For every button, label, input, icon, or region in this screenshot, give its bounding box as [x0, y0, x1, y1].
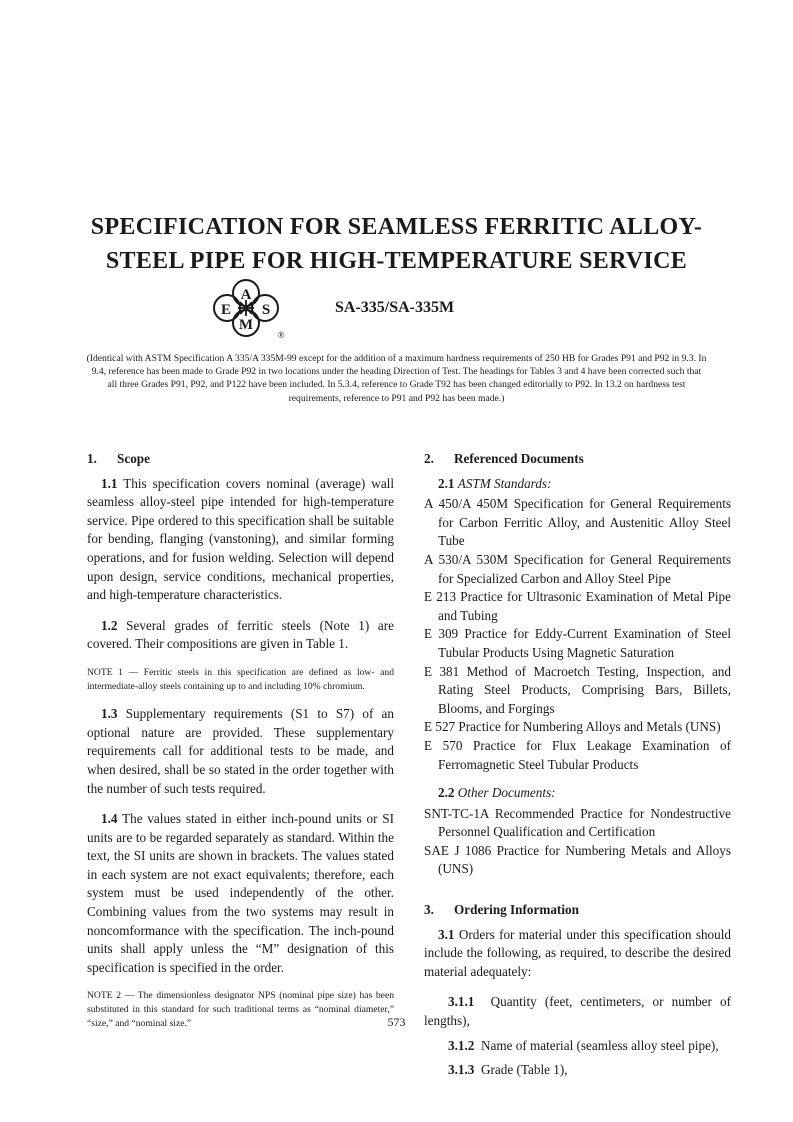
- reference-item: A 450/A 450M Specification for General Requirements for Carbon Ferritic Alloy, and Austenitic Alloy Steel Tube: [424, 496, 731, 549]
- registered-mark: ®: [277, 330, 285, 340]
- reference-item: E 381 Method of Macroetch Testing, Inspection, and Rating Steel Products, Comprising Bars, Billets, Blooms, and Forgings: [424, 663, 731, 716]
- subsection-label: Other Documents:: [457, 785, 556, 801]
- paragraph-text: The values stated in either inch-pound units or SI units are to be regarded separately as standard. Within the text, the SI units are shown in brackets. The values stated in each system are not exact equivalents; therefore, each system must be used independently of the other. Combining values from the two systems may result in noncomformance with the specification. The inch-pound units shall apply unless the “M” designation of this specification is specified in the order.: [87, 811, 395, 975]
- reference-item: SNT-TC-1A Recommended Practice for Nondestructive Personnel Qualification and Certification: [424, 805, 731, 840]
- paragraph-1-4: [87, 810, 394, 977]
- reference-item: E 309 Practice for Eddy-Current Examination of Steel Tubular Products Using Magnetic Saturation: [424, 626, 731, 660]
- subsection-number: 2.1: [438, 475, 455, 491]
- paragraph-text: Supplementary requirements (S1 to S7) of an optional nature are provided. These supplementary requirements call for additional tests to be made, and when desired, shall be so stated in the order together with the number of such tests required.: [87, 706, 394, 796]
- reference-item: A 530/A 530M Specification for General Requirements for Specialized Carbon and Alloy Steel Pipe: [424, 551, 731, 586]
- section-number: 1.: [87, 451, 97, 466]
- spacer: [424, 879, 731, 901]
- note-1: NOTE 1 — Ferritic steels in this specification are defined as low- and intermediate-alloy steels containing up to and including 10% chromium.: [87, 666, 394, 692]
- left-column: [87, 450, 394, 1042]
- reference-item: SAE J 1086 Practice for Numbering Metals and Alloys (UNS): [424, 842, 731, 877]
- section-number: 2.: [424, 451, 434, 466]
- identical-with-note: (Identical with ASTM Specification A 335/A 335M-99 except for the addition of a maximum hardness requirements of 250 HB for Grades P91 and P92 in 9.3. In 9.4, reference has been made to Grade P92 in two locations under the heading Direction of Test. The headings for Tables 3 and 4 have been corrected such that all three Grades P91, P92, and P122 have been included. In 5.3.4, reference to Grade T92 has been changed editorially to P92. In 13.2 on hardness test requirements, reference to P91 and P92 has been made.): [86, 353, 707, 404]
- section-heading-referenced-documents: [424, 450, 731, 469]
- logo-letter-bottom: M: [238, 317, 254, 333]
- section-title: Scope: [117, 451, 150, 466]
- reference-item: E 213 Practice for Ultrasonic Examination of Metal Pipe and Tubing: [424, 589, 731, 623]
- spacer: [424, 774, 731, 784]
- item-text: Grade (Table 1),: [480, 1062, 568, 1078]
- subsection-number: 2.2: [438, 785, 455, 801]
- spec-designation: SA-335/SA-335M: [335, 299, 455, 316]
- paragraph-3-1: [424, 926, 731, 982]
- page-number: 573: [387, 1015, 406, 1029]
- paragraph-number: 1.1: [101, 475, 118, 491]
- section-heading-scope: [87, 450, 394, 469]
- logo-letter-top: A: [240, 287, 252, 303]
- paragraph-1-2: [87, 617, 394, 654]
- paragraph-number: 1.4: [101, 811, 118, 827]
- ordering-item: [424, 1037, 731, 1056]
- item-number: 3.1.3: [448, 1062, 475, 1078]
- section-heading-ordering-information: [424, 901, 731, 920]
- reference-item: E 570 Practice for Flux Leakage Examination of Ferromagnetic Steel Tubular Products: [424, 737, 731, 772]
- paragraph-text: Orders for material under this specification should include the following, as required, to describe the desired material adequately:: [424, 926, 732, 979]
- right-column: [424, 450, 731, 1086]
- subsection-other-documents: [438, 784, 731, 803]
- title-line-1: SPECIFICATION FOR SEAMLESS FERRITIC ALLOY-: [90, 214, 703, 240]
- logo-letter-left: E: [220, 302, 232, 318]
- note-2: NOTE 2 — The dimensionless designator NPS (nominal pipe size) has been substituted in this standard for such traditional terms as “nominal diameter,” “size,” and “nominal size.”: [87, 990, 394, 1029]
- paragraph-number: 1.2: [101, 617, 118, 633]
- paragraph-text: This specification covers nominal (average) wall seamless alloy-steel pipe intended for high-temperature service. Pipe ordered to this specification shall be suitable for bending, flanging (vanstoning), and similar forming operations, and for fusion welding. Selection will depend upon design, service conditions, mechanical properties, and high-temperature characteristics.: [87, 475, 394, 603]
- item-number: 3.1.1: [448, 994, 475, 1010]
- ordering-item: [424, 1061, 731, 1080]
- title-line-2: STEEL PIPE FOR HIGH-TEMPERATURE SERVICE: [105, 248, 688, 274]
- subsection-label: ASTM Standards:: [457, 475, 552, 491]
- section-title: Referenced Documents: [454, 451, 584, 466]
- paragraph-text: Several grades of ferritic steels (Note 1) are covered. Their compositions are given in Table 1.: [87, 617, 395, 652]
- paragraph-number: 1.3: [101, 706, 118, 722]
- document-title: [40, 210, 753, 278]
- item-number: 3.1.2: [448, 1037, 475, 1053]
- subsection-astm-standards: [438, 475, 731, 494]
- paragraph-number: 3.1: [438, 926, 455, 942]
- reference-item: E 527 Practice for Numbering Alloys and Metals (UNS): [424, 719, 721, 735]
- paragraph-1-3: [87, 705, 394, 798]
- section-title: Ordering Information: [454, 902, 579, 918]
- item-text: Quantity (feet, centimeters, or number of lengths),: [424, 994, 732, 1029]
- logo-letter-right: S: [261, 302, 271, 318]
- paragraph-1-1: [87, 475, 394, 605]
- asme-logo: [203, 276, 289, 340]
- item-text: Name of material (seamless alloy steel pipe),: [480, 1037, 719, 1053]
- section-number: 3.: [424, 902, 434, 918]
